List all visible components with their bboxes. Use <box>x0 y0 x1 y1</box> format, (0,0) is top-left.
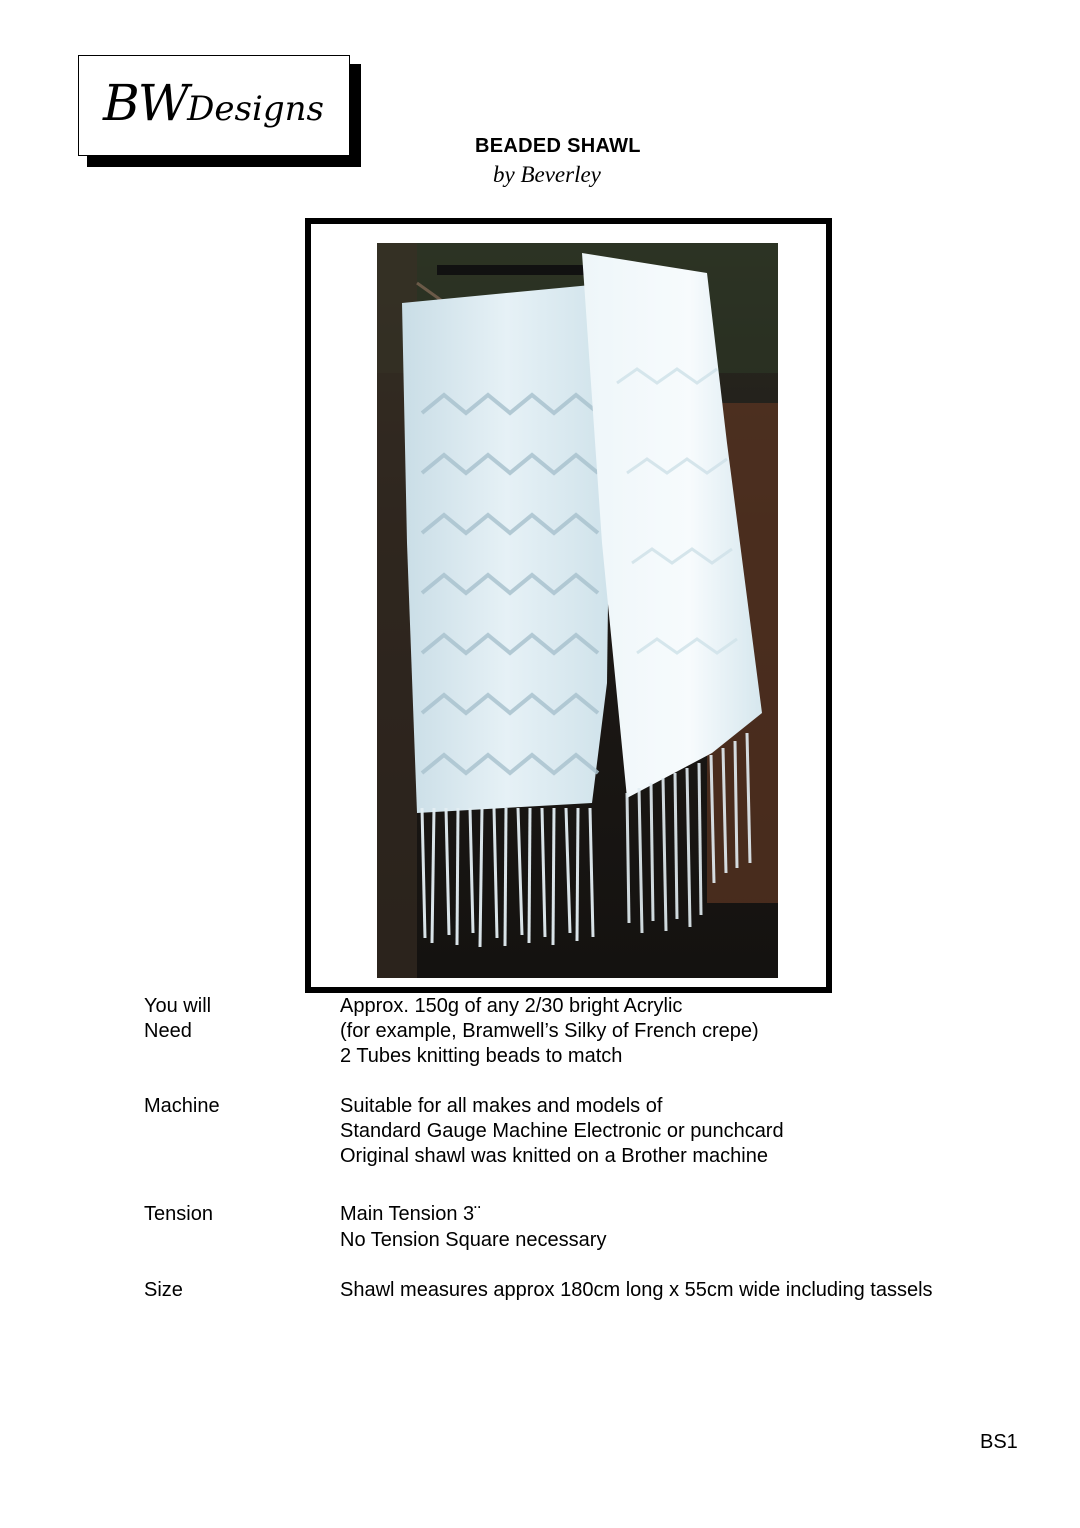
spec-machine-line-1: Suitable for all makes and models of <box>340 1095 663 1117</box>
author-byline: by Beverley <box>493 162 601 187</box>
logo-initials: BW <box>103 74 188 132</box>
spec-label-need-2: Need <box>144 1020 192 1042</box>
spec-label-tension: Tension <box>144 1203 213 1225</box>
spec-size-line-1: Shawl measures approx 180cm long x 55cm wide including tassels <box>340 1279 933 1301</box>
spec-label-need: You will <box>144 995 212 1017</box>
logo-text <box>103 74 324 132</box>
logo-word: Designs <box>187 89 324 129</box>
spec-need-line-1: Approx. 150g of any 2/30 bright Acrylic <box>340 995 683 1017</box>
spec-tension-line-2: No Tension Square necessary <box>340 1229 607 1251</box>
spec-machine-line-2: Standard Gauge Machine Electronic or punchcard <box>340 1120 784 1142</box>
spec-need-line-2: (for example, Bramwell’s Silky of French crepe) <box>340 1020 759 1042</box>
spec-need-line-3: 2 Tubes knitting beads to match <box>340 1045 623 1067</box>
document-title: BEADED SHAWL <box>475 135 641 157</box>
spec-label-size: Size <box>144 1279 183 1301</box>
brand-logo <box>78 55 350 156</box>
page-code: BS1 <box>980 1431 1018 1453</box>
spec-machine-line-3: Original shawl was knitted on a Brother machine <box>340 1145 768 1167</box>
spec-tension-line-1: Main Tension 3¨ <box>340 1203 481 1225</box>
shawl-photo <box>377 243 778 978</box>
spec-label-machine: Machine <box>144 1095 220 1117</box>
